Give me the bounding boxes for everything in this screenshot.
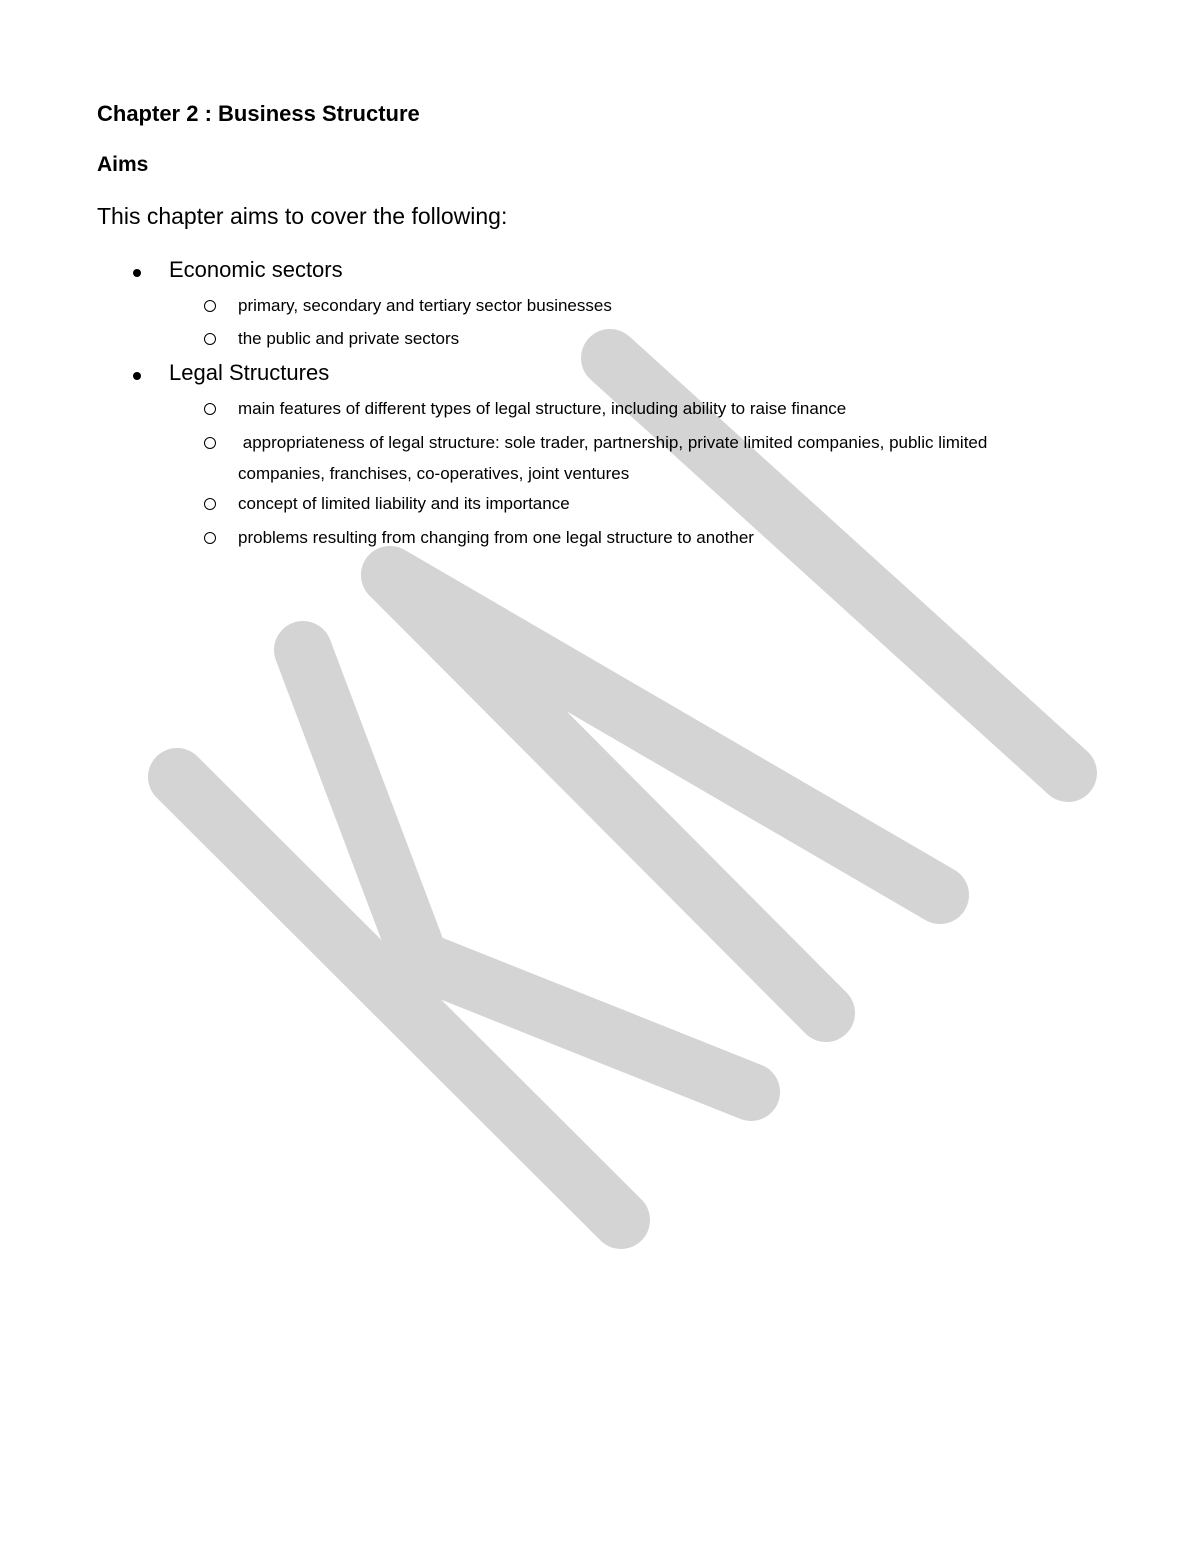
circle-bullet-icon [204, 403, 216, 415]
list-item-text: main features of different types of legal structure, including ability to raise finance [238, 399, 847, 418]
list-item-text: the public and private sectors [238, 329, 460, 348]
list-item-text: concept of limited liability and its importance [238, 494, 570, 513]
section-label: Economic sectors [169, 257, 343, 282]
intro-text: This chapter aims to cover the following: [97, 203, 508, 229]
list-item-text: primary, secondary and tertiary sector businesses [238, 296, 612, 315]
circle-bullet-icon [204, 532, 216, 544]
circle-bullet-icon [204, 333, 216, 345]
list-item-text: problems resulting from changing from one legal structure to another [238, 528, 754, 547]
circle-bullet-icon [204, 498, 216, 510]
bullet-icon [133, 269, 141, 277]
circle-bullet-icon [204, 300, 216, 312]
bullet-icon [133, 372, 141, 380]
circle-bullet-icon [204, 437, 216, 449]
list-item-text: appropriateness of legal structure: sole trader, partnership, private limited companies, public limited companies, franchises, co-operatives, joint ventures [238, 433, 993, 483]
chapter-title: Chapter 2 : Business Structure [97, 101, 420, 126]
section-label: Legal Structures [169, 360, 330, 385]
aims-heading: Aims [97, 153, 149, 176]
